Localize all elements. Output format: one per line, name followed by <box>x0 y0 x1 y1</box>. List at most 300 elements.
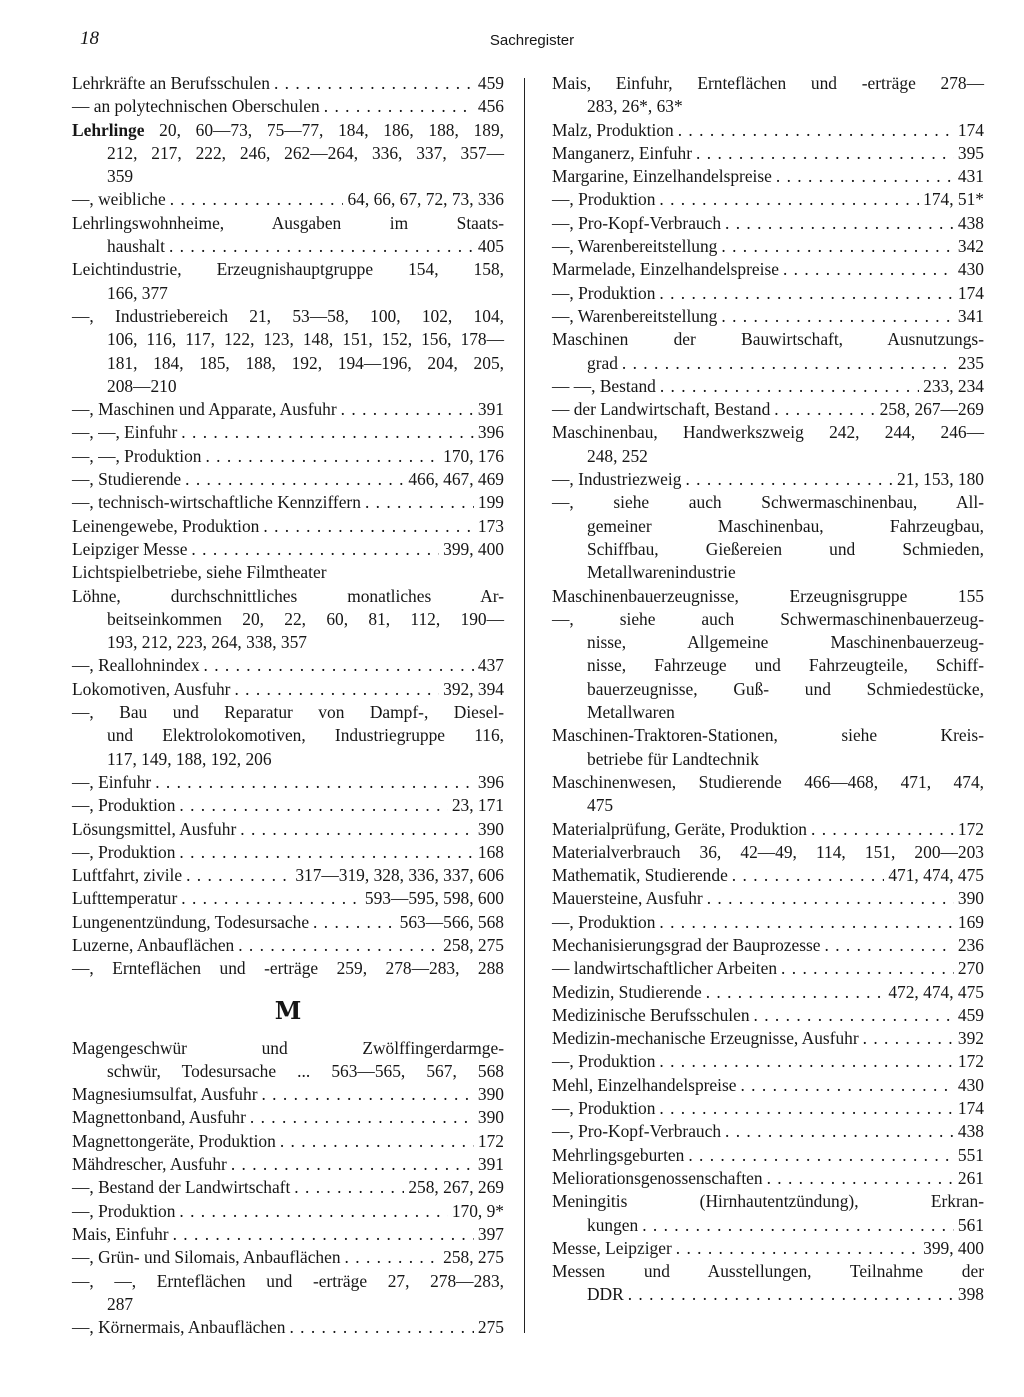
dot-leader <box>274 72 474 95</box>
entry-term <box>552 981 702 1004</box>
index-entry <box>552 398 984 421</box>
index-entry <box>552 305 984 328</box>
dot-leader <box>740 1074 953 1097</box>
entry-term <box>72 1106 246 1129</box>
entry-text: —, Produktion <box>72 841 176 862</box>
index-line <box>552 1004 984 1027</box>
dot-leader <box>783 258 954 281</box>
page-reference: 172 <box>957 1051 984 1072</box>
entry-term <box>552 818 807 841</box>
index-line <box>552 887 984 910</box>
page-reference: 199 <box>477 492 504 513</box>
entry-term <box>72 72 270 95</box>
index-line <box>72 1106 504 1129</box>
entry-text: Metallwaren <box>587 702 675 723</box>
entry-term <box>552 1120 721 1143</box>
entry-text: betriebe für Landtechnik <box>587 748 759 769</box>
entry-text: 475 <box>587 795 614 816</box>
entry-text: Messen und Ausstellungen, Teilnahme der <box>552 1261 984 1282</box>
index-line <box>552 305 984 328</box>
entry-text: Maschinenbau, Handwerkszweig 242, 244, 246— <box>552 422 984 443</box>
index-line <box>72 188 504 211</box>
page-reference: 397 <box>477 1223 504 1244</box>
entry-text: 283, 26*, 63* <box>587 96 683 117</box>
entry-text: Mauersteine, Ausfuhr <box>552 888 703 909</box>
entry-text: Lösungsmittel, Ausfuhr <box>72 818 237 839</box>
entry-text: —, weibliche <box>72 189 166 210</box>
entry-term <box>552 1027 859 1050</box>
index-line <box>552 235 984 258</box>
dot-leader <box>825 934 954 957</box>
page-reference: 275 <box>477 1317 504 1338</box>
entry-term <box>72 468 181 491</box>
dot-leader <box>696 142 954 165</box>
index-line <box>72 957 504 980</box>
entry-text: bauerzeugnisse, Guß- und Schmiedestücke, <box>587 678 984 699</box>
index-line <box>552 421 984 444</box>
index-line <box>552 119 984 142</box>
index-entry <box>72 1246 504 1269</box>
entry-term <box>72 1200 175 1223</box>
entry-term <box>72 1083 257 1106</box>
entry-text: —, Warenbereitstellung <box>552 236 718 257</box>
entry-text: Messe, Leipziger <box>552 1237 672 1258</box>
page-reference: 456 <box>477 96 504 117</box>
page-reference: 390 <box>477 1107 504 1128</box>
dot-leader <box>732 864 885 887</box>
index-line <box>552 957 984 980</box>
page-reference: 390 <box>477 818 504 839</box>
entry-text: Malz, Produktion <box>552 119 674 140</box>
page-reference: 258, 267, 269 <box>408 1177 504 1198</box>
index-line <box>72 515 504 538</box>
page-reference: 233, 234 <box>923 375 984 396</box>
entry-text: Medizin-mechanische Erzeugnisse, Ausfuhr <box>552 1028 859 1049</box>
entry-text: und Elektrolokomotiven, Industriegruppe 116, <box>107 725 504 746</box>
index-entry <box>72 188 504 211</box>
dot-leader <box>754 1004 954 1027</box>
index-line <box>72 887 504 910</box>
dot-leader <box>173 1223 474 1246</box>
dot-leader <box>811 818 954 841</box>
entry-text: — der Landwirtschaft, Bestand <box>552 399 771 420</box>
index-entry <box>552 235 984 258</box>
index-entry <box>72 561 504 584</box>
page-reference: 174 <box>957 119 984 140</box>
page-reference: 430 <box>957 259 984 280</box>
entry-text: —, Produktion <box>552 282 656 303</box>
dot-leader <box>185 468 404 491</box>
dot-leader <box>345 1246 440 1269</box>
page-reference: 561 <box>957 1214 984 1235</box>
index-line <box>72 445 504 468</box>
index-entry <box>552 142 984 165</box>
entry-text: 287 <box>107 1293 134 1314</box>
index-entry <box>72 305 504 398</box>
index-line <box>72 375 504 398</box>
entry-text: —, Produktion <box>552 911 656 932</box>
entry-text: grad <box>587 352 618 373</box>
index-entry <box>552 328 984 375</box>
page-reference: 342 <box>957 236 984 257</box>
index-entry <box>72 678 504 701</box>
index-line <box>72 864 504 887</box>
dot-leader <box>170 188 344 211</box>
entry-text: — an polytechnischen Oberschulen <box>72 96 320 117</box>
index-line <box>72 328 504 351</box>
index-entry <box>72 119 504 189</box>
index-entry <box>72 95 504 118</box>
page-reference: 236 <box>957 934 984 955</box>
entry-term <box>552 375 656 398</box>
index-entry <box>72 258 504 305</box>
page-reference: 173 <box>477 515 504 536</box>
page-reference: 261 <box>957 1167 984 1188</box>
index-entry <box>552 212 984 235</box>
index-line <box>72 1037 504 1060</box>
entry-text: —, Produktion <box>72 1200 176 1221</box>
index-entry <box>72 72 504 95</box>
page-reference: 170, 176 <box>443 445 504 466</box>
entry-text: Lehrlingswohnheime, Ausgaben im Staats- <box>72 212 504 233</box>
index-entry <box>552 864 984 887</box>
page-reference: 172 <box>957 818 984 839</box>
index-line <box>72 491 504 514</box>
dot-leader <box>659 188 919 211</box>
dot-leader <box>774 398 875 421</box>
entry-text: beitseinkommen 20, 22, 60, 81, 112, 190— <box>107 608 504 629</box>
page-reference: 258, 275 <box>443 934 504 955</box>
entry-text: 166, 377 <box>107 282 168 303</box>
dot-leader <box>179 1200 447 1223</box>
dot-leader <box>678 119 954 142</box>
index-line <box>72 305 504 328</box>
entry-headword: Lehrlinge <box>72 119 145 140</box>
entry-text: —, Produktion <box>552 1098 656 1119</box>
index-line <box>552 1283 984 1306</box>
entry-term <box>552 864 728 887</box>
index-entry <box>72 934 504 957</box>
index-line <box>552 1260 984 1283</box>
index-line <box>72 468 504 491</box>
entry-text: Luzerne, Anbauflächen <box>72 934 235 955</box>
entry-term <box>552 911 655 934</box>
index-line <box>552 165 984 188</box>
entry-text: —, Produktion <box>552 189 656 210</box>
entry-text: Medizin, Studierende <box>552 981 702 1002</box>
entry-term <box>72 95 320 118</box>
entry-text: Mais, Einfuhr <box>72 1223 169 1244</box>
entry-term <box>552 305 717 328</box>
index-line <box>72 911 504 934</box>
index-line <box>552 748 984 771</box>
entry-text: Schiffbau, Gießereien und Schmieden, <box>587 538 984 559</box>
index-entry <box>72 1106 504 1129</box>
index-entry <box>552 421 984 468</box>
page-reference: 563—566, 568 <box>399 911 504 932</box>
entry-term <box>72 398 337 421</box>
dot-leader <box>234 678 439 701</box>
dot-leader <box>622 352 954 375</box>
entry-text: —, technisch-wirtschaftliche Kennziffern <box>72 492 361 513</box>
page-reference: 399, 400 <box>923 1237 984 1258</box>
entry-term <box>552 235 717 258</box>
index-line <box>72 701 504 724</box>
dot-leader <box>659 911 954 934</box>
entry-term <box>72 654 200 677</box>
entry-text: 248, 252 <box>587 445 648 466</box>
dot-leader <box>289 1316 473 1339</box>
page-reference: 392 <box>957 1028 984 1049</box>
index-line <box>552 631 984 654</box>
dot-leader <box>263 515 474 538</box>
index-line <box>552 445 984 468</box>
page-reference: 430 <box>957 1074 984 1095</box>
page-reference: 405 <box>477 236 504 257</box>
dot-leader <box>261 1083 473 1106</box>
dot-leader <box>280 1130 474 1153</box>
page-reference: 390 <box>957 888 984 909</box>
index-line <box>552 72 984 95</box>
entry-text: Mathematik, Studierende <box>552 865 728 886</box>
index-entry <box>72 1270 504 1317</box>
dot-leader <box>231 1153 474 1176</box>
entry-text: Maschinen der Bauwirtschaft, Ausnutzungs- <box>552 329 984 350</box>
index-line <box>72 1270 504 1293</box>
index-entry <box>72 445 504 468</box>
entry-term <box>72 1130 276 1153</box>
dot-leader <box>659 1097 954 1120</box>
dot-leader <box>250 1106 474 1129</box>
index-entry <box>552 771 984 818</box>
entry-term <box>72 818 236 841</box>
index-line <box>552 981 984 1004</box>
dot-leader <box>240 818 474 841</box>
index-line <box>72 794 504 817</box>
page-reference: 551 <box>957 1144 984 1165</box>
index-line <box>72 398 504 421</box>
index-line <box>72 538 504 561</box>
index-entry <box>552 1027 984 1050</box>
index-entry <box>72 1316 504 1339</box>
entry-term <box>552 398 770 421</box>
index-line <box>552 188 984 211</box>
entry-text: —, Bestand der Landwirtschaft <box>72 1177 291 1198</box>
dot-leader <box>341 398 474 421</box>
index-line <box>72 1153 504 1176</box>
page-reference: 459 <box>957 1004 984 1025</box>
index-line <box>552 468 984 491</box>
entry-text: —, Industriebereich 21, 53—58, 100, 102, 104, <box>72 305 504 326</box>
index-entry <box>552 119 984 142</box>
entry-text: kungen <box>587 1214 639 1235</box>
page-reference: 341 <box>957 305 984 326</box>
dot-leader <box>685 468 893 491</box>
index-line <box>552 701 984 724</box>
page-reference: 391 <box>477 1154 504 1175</box>
entry-text: 212, 217, 222, 246, 262—264, 336, 337, 357— <box>107 142 504 163</box>
entry-term <box>72 421 177 444</box>
index-entry <box>552 818 984 841</box>
entry-text: Leinengewebe, Produktion <box>72 515 260 536</box>
page-reference: 390 <box>477 1084 504 1105</box>
entry-term <box>552 212 721 235</box>
index-entry <box>72 538 504 561</box>
index-line <box>72 585 504 608</box>
index-entry <box>552 841 984 864</box>
index-line <box>552 724 984 747</box>
page-reference: 168 <box>477 841 504 862</box>
page-reference: 258, 267—269 <box>879 399 984 420</box>
entry-text: Lokomotiven, Ausfuhr <box>72 678 231 699</box>
index-line <box>552 678 984 701</box>
entry-term <box>72 1176 290 1199</box>
index-line <box>552 864 984 887</box>
index-line <box>552 538 984 561</box>
entry-text: Mais, Einfuhr, Ernteflächen und -erträge 278— <box>552 73 984 93</box>
entry-term <box>72 678 230 701</box>
index-entry <box>72 212 504 259</box>
entry-text: —, Grün- und Silomais, Anbauflächen <box>72 1247 341 1268</box>
entry-term <box>587 1283 624 1306</box>
section-letter: M <box>274 995 302 1025</box>
entry-text: —, —, Ernteflächen und -erträge 27, 278—283, <box>72 1270 504 1291</box>
index-entry <box>552 1050 984 1073</box>
index-line <box>72 1293 504 1316</box>
entry-text: Marmelade, Einzelhandelspreise <box>552 259 779 280</box>
entry-text: Maschinenwesen, Studierende 466—468, 471, 474, <box>552 771 984 792</box>
page-reference: 174 <box>957 1098 984 1119</box>
dot-leader <box>725 212 954 235</box>
entry-text: 117, 149, 188, 192, 206 <box>107 748 272 769</box>
index-line <box>72 771 504 794</box>
entry-term <box>552 165 772 188</box>
dot-leader <box>688 1144 954 1167</box>
index-line <box>72 258 504 281</box>
entry-term <box>587 352 618 375</box>
entry-term <box>72 445 201 468</box>
page-reference: 459 <box>477 73 504 93</box>
index-entry <box>72 794 504 817</box>
entry-text: Medizinische Berufsschulen <box>552 1004 750 1025</box>
entry-text: Leichtindustrie, Erzeugnishauptgruppe 154, 158, <box>72 259 504 280</box>
entry-text: Magnettongeräte, Produktion <box>72 1130 276 1151</box>
entry-text: schwür, Todesursache ... 563—565, 567, 568 <box>107 1060 504 1081</box>
index-line <box>552 608 984 631</box>
index-line <box>552 1190 984 1213</box>
entry-term <box>552 282 655 305</box>
entry-term <box>72 864 182 887</box>
index-line <box>552 1097 984 1120</box>
column-divider <box>524 78 525 1333</box>
entry-text: Löhne, durchschnittliches monatliches Ar- <box>72 585 504 606</box>
dot-leader <box>324 95 474 118</box>
index-line <box>72 1223 504 1246</box>
page-reference: 391 <box>477 399 504 420</box>
index-entry <box>552 1097 984 1120</box>
index-entry <box>72 771 504 794</box>
entry-text: nisse, Fahrzeuge und Fahrzeugteile, Schiff- <box>587 655 984 676</box>
page-reference: 64, 66, 67, 72, 73, 336 <box>347 189 504 210</box>
index-entry <box>72 468 504 491</box>
index-line <box>72 678 504 701</box>
index-entry <box>552 188 984 211</box>
index-entry <box>552 1004 984 1027</box>
entry-text: Lungenentzündung, Todesursache <box>72 911 310 932</box>
entry-text: Meliorationsgenossenschaften <box>552 1167 763 1188</box>
index-entry <box>72 421 504 444</box>
index-entry <box>72 1223 504 1246</box>
entry-text: —, Industriezweig <box>552 469 682 490</box>
entry-text: 208—210 <box>107 375 177 396</box>
index-entry <box>552 1190 984 1237</box>
dot-leader <box>155 771 474 794</box>
entry-text: —, Produktion <box>72 795 176 816</box>
index-column-left <box>72 72 504 1339</box>
page-reference: 398 <box>957 1284 984 1305</box>
entry-term <box>552 1050 655 1073</box>
dot-leader <box>365 491 474 514</box>
index-entry <box>552 1144 984 1167</box>
entry-text: Lichtspielbetriebe, siehe Filmtheater <box>72 562 327 583</box>
index-line <box>552 841 984 864</box>
entry-term <box>72 934 234 957</box>
index-line <box>72 724 504 747</box>
index-line <box>72 142 504 165</box>
entry-term <box>72 841 175 864</box>
entry-text: gemeiner Maschinenbau, Fahrzeugbau, <box>587 515 984 536</box>
dot-leader <box>205 445 439 468</box>
entry-text: —, Ernteflächen und -erträge 259, 278—283, 288 <box>72 958 504 979</box>
entry-term <box>587 1214 638 1237</box>
entry-term <box>72 887 177 910</box>
dot-leader <box>179 794 447 817</box>
dot-leader <box>706 981 885 1004</box>
index-entry <box>72 1130 504 1153</box>
index-column-right <box>552 72 984 1307</box>
index-entry <box>72 491 504 514</box>
index-line <box>72 212 504 235</box>
page-reference: 437 <box>477 655 504 676</box>
index-line <box>552 561 984 584</box>
entry-term <box>552 188 655 211</box>
page-reference: 395 <box>957 142 984 163</box>
index-line <box>72 841 504 864</box>
index-line <box>72 352 504 375</box>
index-entry <box>552 608 984 724</box>
entry-text: —, Einfuhr <box>72 771 152 792</box>
dot-leader <box>181 421 474 444</box>
index-line <box>552 95 984 118</box>
index-line <box>552 328 984 351</box>
entry-text: Metallwarenindustrie <box>587 562 736 583</box>
dot-leader <box>660 375 919 398</box>
index-line <box>72 561 504 584</box>
entry-term <box>72 1153 227 1176</box>
dot-leader <box>181 887 361 910</box>
index-line <box>72 95 504 118</box>
dot-leader <box>767 1167 954 1190</box>
page-reference: 399, 400 <box>443 538 504 559</box>
entry-term <box>72 538 187 561</box>
dot-leader <box>721 305 954 328</box>
index-line <box>72 1060 504 1083</box>
index-entry <box>72 1037 504 1084</box>
index-entry <box>72 701 504 771</box>
entry-text: —, Bau und Reparatur von Dampf-, Diesel- <box>72 702 504 723</box>
entry-text: — landwirtschaftlicher Arbeiten <box>552 958 778 979</box>
entry-term <box>72 1246 341 1269</box>
